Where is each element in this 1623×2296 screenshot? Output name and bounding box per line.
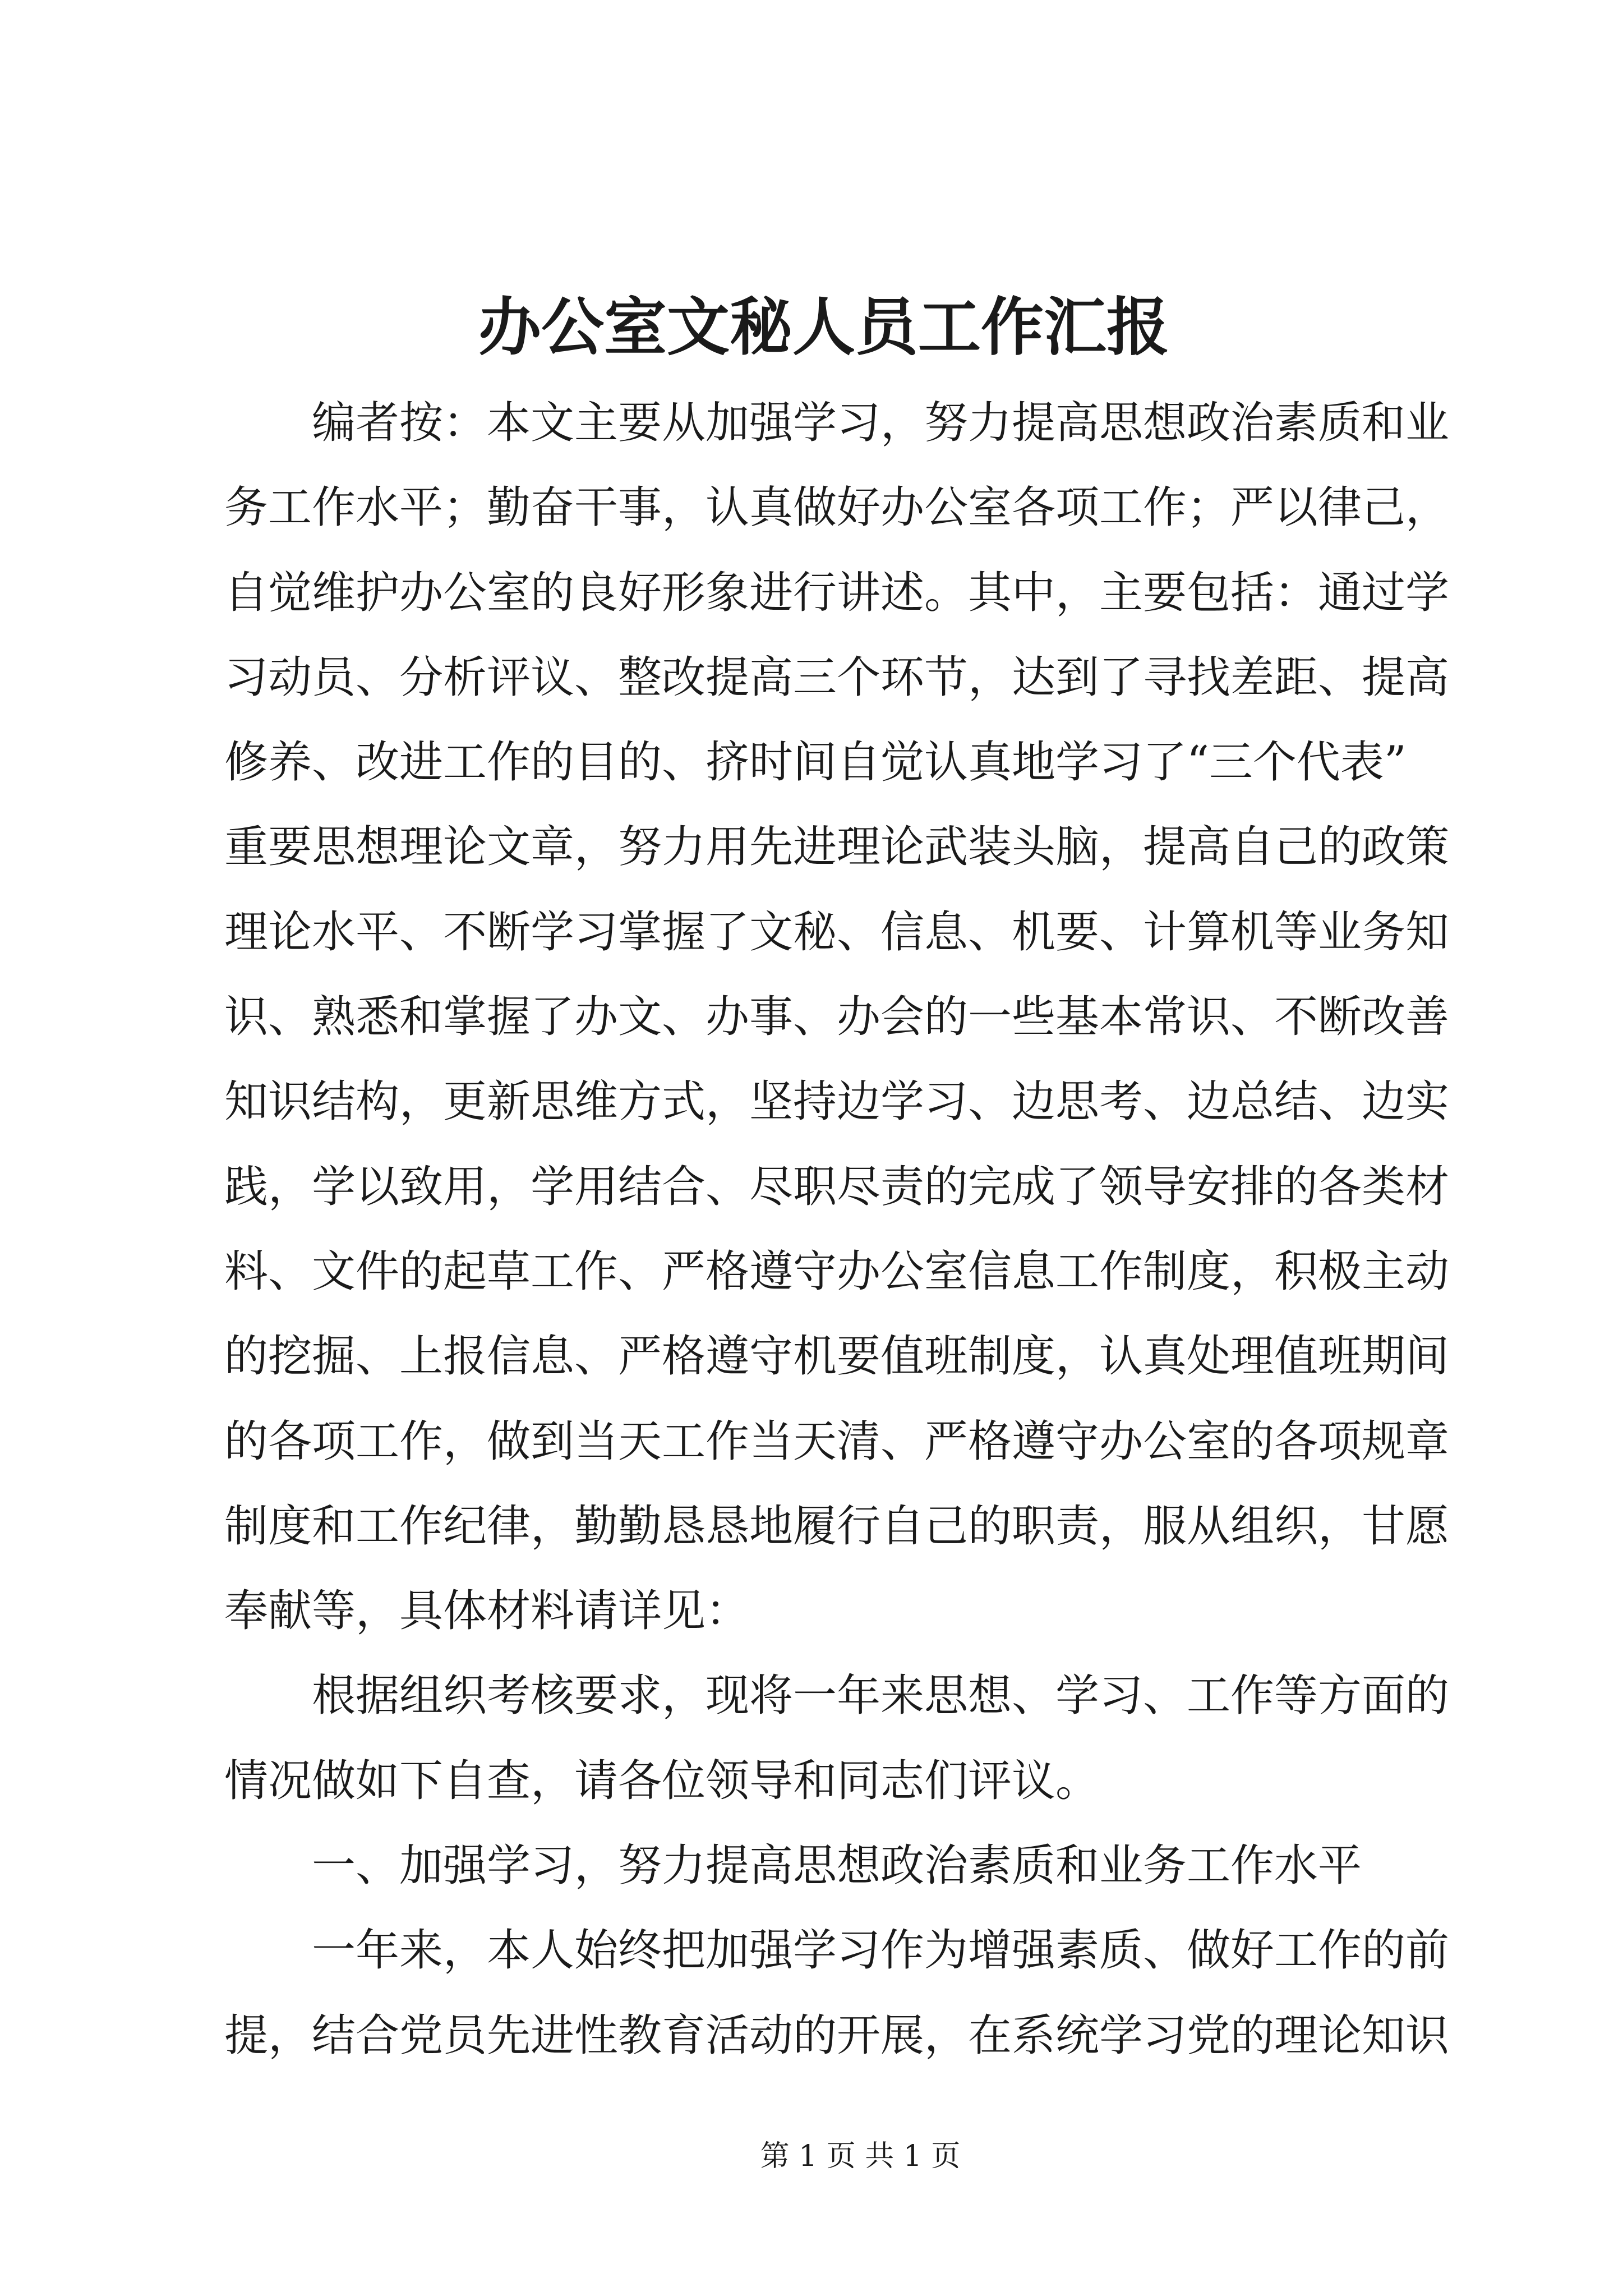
body-line: 一年来，本人始终把加强学习作为增强素质、做好工作的前 (312, 1925, 1450, 1976)
body-line: 理论水平、不断学习掌握了文秘、信息、机要、计算机等业务知 (224, 907, 1450, 958)
body-line: 知识结构，更新思维方式，坚持边学习、边思考、边总结、边实 (224, 1076, 1450, 1128)
paragraph-editor-note (224, 381, 1475, 1654)
page-footer: 第 1 页 共 1 页 (760, 2139, 961, 2173)
body-line: 习动员、分析评议、整改提高三个环节，达到了寻找差距、提高 (224, 652, 1450, 703)
paragraph-section-body (224, 1908, 1475, 2078)
paragraph-introduction (224, 1654, 1475, 1824)
body-line: 的挖掘、上报信息、严格遵守机要值班制度，认真处理值班期间 (224, 1331, 1450, 1382)
section-heading-line: 一、加强学习，努力提高思想政治素质和业务工作水平 (312, 1841, 1362, 1892)
body-line: 践，学以致用，学用结合、尽职尽责的完成了领导安排的各类材 (224, 1161, 1450, 1212)
body-line: 料、文件的起草工作、严格遵守办公室信息工作制度，积极主动 (224, 1246, 1450, 1297)
document-body (224, 381, 1475, 2078)
body-line: 务工作水平；勤奋干事，认真做好办公室各项工作；严以律己， (224, 482, 1450, 533)
body-line: 自觉维护办公室的良好形象进行讲述。其中，主要包括：通过学 (224, 567, 1450, 618)
body-line: 识、熟悉和掌握了办文、办事、办会的一些基本常识、不断改善 (224, 992, 1450, 1043)
body-line: 情况做如下自查，请各位领导和同志们评议。 (224, 1755, 1100, 1806)
body-line: 重要思想理论文章，努力用先进理论武装头脑，提高自己的政策 (224, 822, 1450, 873)
body-line: 根据组织考核要求，现将一年来思想、学习、工作等方面的 (312, 1671, 1450, 1722)
body-line: 制度和工作纪律，勤勤恳恳地履行自己的职责，服从组织，甘愿 (224, 1501, 1450, 1552)
body-line: 奉献等，具体材料请详见： (224, 1586, 750, 1637)
body-line: 提，结合党员先进性教育活动的开展，在系统学习党的理论知识 (224, 2010, 1450, 2061)
body-line: 编者按：本文主要从加强学习，努力提高思想政治素质和业 (312, 398, 1450, 448)
body-line: 的各项工作，做到当天工作当天清、严格遵守办公室的各项规章 (224, 1416, 1450, 1467)
body-line: 修养、改进工作的目的、挤时间自觉认真地学习了“三个代表” (224, 737, 1407, 788)
section-heading (224, 1824, 1475, 1908)
document-title: 办公室文秘人员工作汇报 (478, 291, 1169, 364)
